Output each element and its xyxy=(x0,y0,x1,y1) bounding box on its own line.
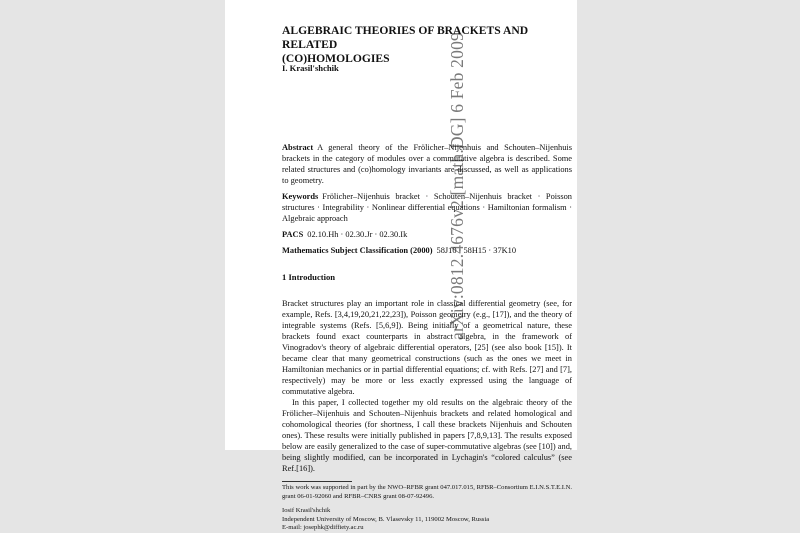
address-affiliation: Independent University of Moscow, B. Vlasevsky 11, 119002 Moscow, Russia xyxy=(282,515,490,523)
intro-paragraph-1: Bracket structures play an important role in classical differential geometry (see, for example, Refs. [3,4,19,20,21,22,23]), Poisson geometry (e.g., [17]), and the theory of integrable systems (Refs. [5,6,9]). Being initially of a geometrical nature, these brackets found exact counterparts in abstract algebra, in the framework of Vinogradov's theory of algebraic differential operators, [25] (see also book [15]). It became clear that many geometrical constructions (such as the ones we meet in Hamiltonian mechanics or in partial differential equations; cf. with Refs. [27] and [7], respectively) may be more or less exactly expressed using the language of commutative algebra. xyxy=(282,299,572,396)
pacs-text: 02.10.Hh · 02.30.Jr · 02.30.Ik xyxy=(307,230,408,239)
paper-title: ALGEBRAIC THEORIES OF BRACKETS AND RELATED (CO)HOMOLOGIES xyxy=(282,24,529,65)
paper-content xyxy=(282,24,572,533)
footnote-rule xyxy=(282,481,352,482)
msc xyxy=(282,245,572,256)
msc-label: Mathematics Subject Classification (2000) xyxy=(282,246,433,255)
msc-text: 58J10 · 58H15 · 37K10 xyxy=(436,246,517,255)
paper-page xyxy=(225,0,577,532)
arxiv-stamp: arXiv:0812.4676v2 [math.DG] 6 Feb 2009 xyxy=(447,32,467,340)
abstract-label: Abstract xyxy=(282,143,314,152)
abstract xyxy=(282,142,572,186)
keywords-label: Keywords xyxy=(282,192,319,201)
pacs-label: PACS xyxy=(282,230,304,239)
intro-paragraph-2: In this paper, I collected together my old results on the algebraic theory of the Frölicher–Nijenhuis and Schouten–Nijenhuis brackets and related homological and cohomological theories (for shortness, I call these brackets Nijenhuis and Schouten ones). These results were initially published in papers [7,8,9,13]. The results exposed below are easily generalized to the case of super-commutative algebras (see [10]) and, being slightly modified, can be incorporated in Lychagin's “colored calculus” (see Ref.[16]). xyxy=(282,398,572,473)
address-email: E-mail: josephk@diffiety.ac.ru xyxy=(282,524,364,532)
keywords xyxy=(282,191,572,224)
author-address xyxy=(282,507,572,533)
section-heading: 1 Introduction xyxy=(282,272,336,282)
abstract-text: A general theory of the Frölicher–Nijenhuis and Schouten–Nijenhuis brackets in the category of modules over a commutative algebra is described. Some related structures and (co)homology invariants are discussed, as well as applications to geometry. xyxy=(282,143,572,185)
keywords-text: Frölicher–Nijenhuis bracket · Schouten–Nijenhuis bracket · Poisson structures · Integrability · Nonlinear differential equations · Hamiltonian formalism · Algebraic approach xyxy=(282,192,572,223)
pacs xyxy=(282,229,572,240)
address-name: Iosif Krasil'shchik xyxy=(282,507,331,515)
footnote: This work was supported in part by the NWO–RFBR grant 047.017.015, RFBR–Consortium E.I.N.S.T.E.I.N. grant 06-01-92060 and RFBR–CNRS grant 08-07-92496. xyxy=(282,484,572,500)
author: I. Krasil'shchik xyxy=(282,63,339,73)
